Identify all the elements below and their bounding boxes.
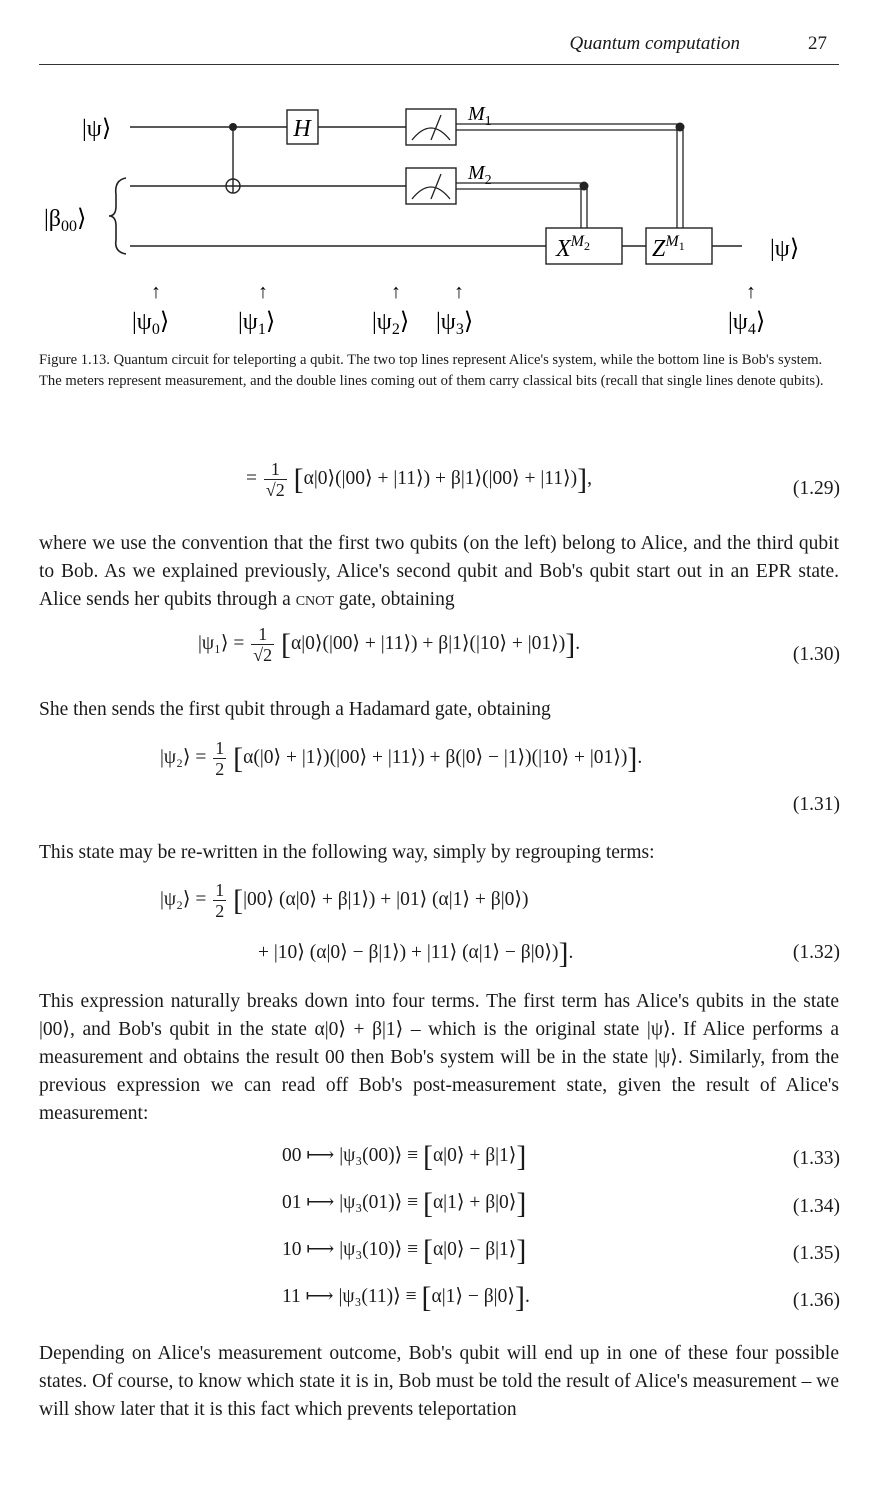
input-beta00: $|\beta_{00}⟩$ <box>44 206 87 235</box>
equation-1-32-line-2: + |10⟩ (α|0⟩ − β|1⟩) + |11⟩ (α|1⟩ − β|0⟩)]. <box>258 937 574 970</box>
input-brace <box>109 178 126 254</box>
teleportation-circuit <box>0 80 879 340</box>
equation-number-1-31: (1.31) <box>792 794 840 815</box>
page-number: 27 <box>808 33 827 54</box>
state-psi2: $|\psi_2⟩$ <box>372 309 410 338</box>
state-arrow-4: ↑ <box>746 281 756 303</box>
equation-1-33: 00 ⟼ |ψ₃(00)⟩ ≡ [α|0⟩ + β|1⟩] <box>282 1140 527 1173</box>
equation-1-32-line-1: |ψ₂⟩ = $\frac{1}{2}$ [|00⟩ (α|0⟩ + β|1⟩) + |01⟩ (α|1⟩ + β|0⟩) <box>160 880 529 921</box>
equation-number-1-36: (1.36) <box>792 1290 840 1311</box>
meter-2-icon <box>406 168 456 204</box>
state-psi1: $|\psi_1⟩$ <box>238 309 276 338</box>
equation-number-1-34: (1.34) <box>792 1196 840 1217</box>
z-gate-label: $Z^M1$ <box>652 233 685 262</box>
equation-number-1-32: (1.32) <box>792 942 840 963</box>
state-psi4: $|\psi_4⟩$ <box>728 309 766 338</box>
equation-number-1-30: (1.30) <box>792 644 840 665</box>
x-gate-label: $X^M2$ <box>556 233 590 262</box>
m1-label: $M_1$ <box>468 103 492 129</box>
state-arrow-3: ↑ <box>454 281 464 303</box>
input-psi: |ψ⟩ <box>82 116 112 142</box>
h-gate-label: H <box>293 116 311 142</box>
state-arrow-1: ↑ <box>258 281 268 303</box>
paragraph-outcome: Depending on Alice's measurement outcome, Bob's qubit will end up in one of these four possible states. Of course, to know which state it is in, Bob must be told the result of Alice's measurement – we will show later that it is this fact which prevents teleportation <box>39 1343 839 1420</box>
equation-1-31: |ψ₂⟩ = $\frac{1}{2}$ [α(|0⟩ + |1⟩)(|00⟩ + |11⟩) + β(|0⟩ − |1⟩)(|10⟩ + |01⟩)]. <box>160 738 643 779</box>
m2-label: $M_2$ <box>468 162 492 188</box>
equation-1-36: 11 ⟼ |ψ₃(11)⟩ ≡ [α|1⟩ − β|0⟩]. <box>282 1281 530 1314</box>
state-psi0: $|\psi_0⟩$ <box>132 309 170 338</box>
equation-number-1-29: (1.29) <box>792 478 840 499</box>
paragraph-convention: where we use the convention that the first two qubits (on the left) belong to Alice, and the third qubit to Bob. As we explained previously, Alice's second qubit and Bob's qubit start out in an EPR state. Alice sends her qubits through a cnot gate, obtaining <box>39 533 839 610</box>
paragraph-regroup: This state may be re-written in the following way, simply by regrouping terms: <box>39 842 655 863</box>
equation-1-35: 10 ⟼ |ψ₃(10)⟩ ≡ [α|0⟩ − β|1⟩] <box>282 1234 527 1267</box>
output-psi: |ψ⟩ <box>770 236 800 262</box>
meter-1-icon <box>406 109 456 145</box>
equation-number-1-33: (1.33) <box>792 1148 840 1169</box>
state-psi3: $|\psi_3⟩$ <box>436 309 474 338</box>
equation-1-29: = $\frac{1}{√2}$ [α|0⟩(|00⟩ + |11⟩) + β|1⟩(|00⟩ + |11⟩)], <box>246 459 592 500</box>
equation-1-29-body: α|0⟩(|00⟩ + |11⟩) + β|1⟩(|00⟩ + |11⟩) <box>303 467 578 489</box>
figure-caption: Figure 1.13. Quantum circuit for teleporting a qubit. The two top lines represent Alice's system, while the bottom line is Bob's system. The meters represent measurement, and the double lines coming out of them carry classical bits (recall that single lines denote qubits). <box>39 352 824 389</box>
state-arrow-2: ↑ <box>391 281 401 303</box>
paragraph-four-terms: This expression naturally breaks down into four terms. The first term has Alice's qubits in the state |00⟩, and Bob's qubit in the state α|0⟩ + β|1⟩ – which is the original state |ψ⟩. If Alice performs a measurement and obtains the result 00 then Bob's system will be in the state |ψ⟩. Similarly, from the previous expression we can read off Bob's post-measurement state, given the result of Alice's measurement: <box>39 991 839 1124</box>
header-rule <box>39 64 839 65</box>
running-header-title: Quantum computation <box>569 33 740 54</box>
equation-1-34: 01 ⟼ |ψ₃(01)⟩ ≡ [α|1⟩ + β|0⟩] <box>282 1187 527 1220</box>
equation-number-1-35: (1.35) <box>792 1243 840 1264</box>
equation-1-30: |ψ₁⟩ = $\frac{1}{√2}$ [α|0⟩(|00⟩ + |11⟩) + β|1⟩(|10⟩ + |01⟩)]. <box>198 624 581 665</box>
paragraph-hadamard: She then sends the first qubit through a Hadamard gate, obtaining <box>39 699 551 720</box>
state-arrow-0: ↑ <box>151 281 161 303</box>
